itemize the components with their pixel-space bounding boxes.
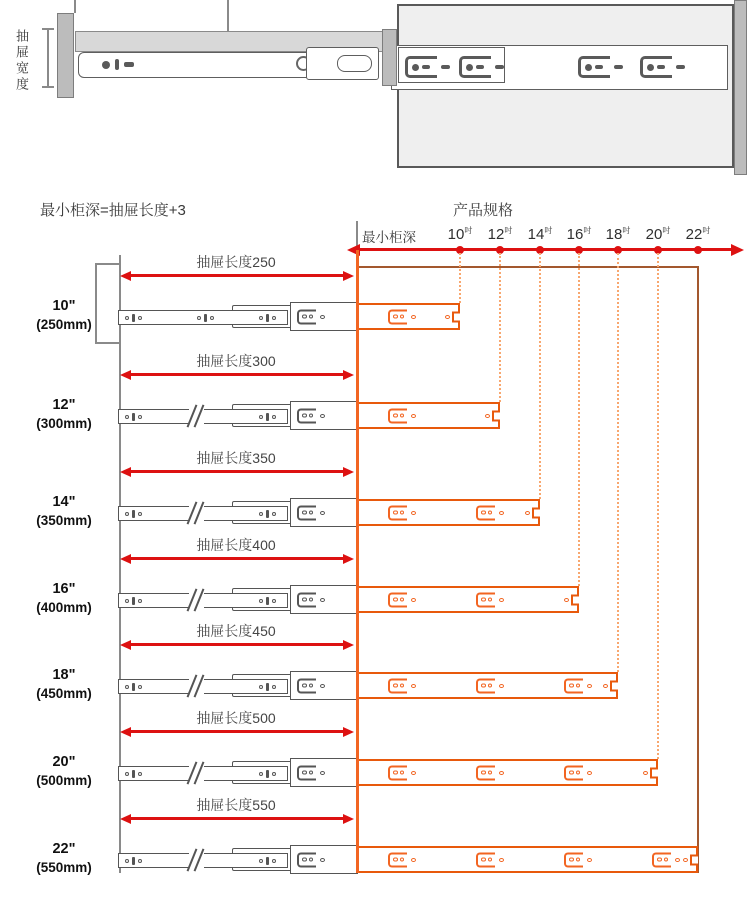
mount-hole-icon <box>676 65 685 69</box>
slide-outer-member-gray <box>290 302 358 331</box>
mount-bracket-icon <box>388 592 407 607</box>
row-size-inches: 22" <box>52 841 76 857</box>
end-hole-icon <box>525 511 530 515</box>
mount-bracket-icon <box>297 765 316 780</box>
rail-end-notch <box>492 410 500 421</box>
end-hole-icon <box>485 414 490 418</box>
cabinet-front-bar <box>382 29 397 86</box>
dim-arrowhead-left <box>120 640 131 650</box>
screw-holes-icon <box>125 683 142 691</box>
rail-end-notch <box>610 680 618 691</box>
dim-arrow-line <box>126 817 348 820</box>
dim-arrowhead-left <box>120 727 131 737</box>
dim-arrow-line <box>126 643 348 646</box>
mount-hole-icon <box>499 684 504 688</box>
end-hole-icon <box>603 684 608 688</box>
cabinet-back-bar <box>734 0 747 175</box>
mount-hole-icon <box>499 858 504 862</box>
mount-bracket-icon <box>564 678 583 693</box>
size-tick-label: $18^吋$ <box>605 226 631 243</box>
row-size-mm: (400mm) <box>36 599 92 615</box>
rivet-icon <box>115 59 119 70</box>
size-tick-label: $10^吋$ <box>447 226 473 243</box>
mount-bracket-icon <box>640 56 672 78</box>
rail-end-notch <box>650 767 658 778</box>
mount-hole-icon <box>411 315 416 319</box>
screw-holes-icon <box>259 597 276 605</box>
rail-end-notch <box>452 311 460 322</box>
mount-bracket-icon <box>459 56 491 78</box>
row-size-label <box>18 493 110 529</box>
release-lever <box>337 55 372 72</box>
mount-hole-icon <box>411 771 416 775</box>
mount-bracket-icon <box>388 765 407 780</box>
inch-unit-mark: 吋 <box>622 226 631 235</box>
mount-hole-icon <box>320 771 325 775</box>
size-tick-label: $22^吋$ <box>685 226 711 243</box>
row-size-inches: 14" <box>52 494 76 510</box>
spec-title: 产品规格 <box>453 202 514 219</box>
rail-end-notch <box>690 854 698 865</box>
slide-outer-member-orange <box>356 586 579 613</box>
mount-bracket-icon <box>476 852 495 867</box>
break-symbol <box>189 590 204 611</box>
break-symbol <box>189 406 204 427</box>
mount-bracket-icon <box>297 852 316 867</box>
mount-bracket-icon <box>476 592 495 607</box>
dim-arrow-line <box>126 274 348 277</box>
axis-dot <box>694 246 702 254</box>
dim-arrow-line <box>126 470 348 473</box>
size-drop-line <box>459 253 461 303</box>
screw-holes-icon <box>125 857 142 865</box>
end-hole-icon <box>564 598 569 602</box>
row-size-mm: (500mm) <box>36 772 92 788</box>
row-size-inches: 12" <box>52 397 76 413</box>
break-symbol <box>189 850 204 871</box>
mount-bracket-icon <box>297 505 316 520</box>
dim-arrowhead-right <box>343 554 354 564</box>
mount-bracket-icon <box>564 765 583 780</box>
mount-bracket-icon <box>297 592 316 607</box>
slide-outer-member-orange <box>356 846 698 873</box>
inch-unit-mark: 吋 <box>464 226 473 235</box>
screw-holes-icon <box>125 597 142 605</box>
break-symbol <box>189 763 204 784</box>
mount-bracket-icon <box>388 852 407 867</box>
row-size-inches: 20" <box>52 754 76 770</box>
size-drop-line <box>617 253 619 672</box>
mount-hole-icon <box>411 684 416 688</box>
size-tick-label: $20^吋$ <box>645 226 671 243</box>
dim-arrowhead-right <box>343 814 354 824</box>
dim-arrow-line <box>126 557 348 560</box>
size-axis-line <box>358 248 734 251</box>
mount-bracket-icon <box>476 505 495 520</box>
dim-arrowhead-left <box>120 467 131 477</box>
mount-hole-icon <box>411 598 416 602</box>
slide-outer-member-gray <box>290 585 358 614</box>
screw-holes-icon <box>125 510 142 518</box>
drawer-length-label: 抽屉长度450 <box>196 623 276 639</box>
row-size-label <box>18 580 110 616</box>
dim-arrowhead-left <box>120 370 131 380</box>
break-symbol <box>189 676 204 697</box>
width-dim-tick <box>42 86 54 88</box>
mount-bracket-icon <box>297 678 316 693</box>
drawer-width-label: 抽屉宽度 <box>14 29 29 93</box>
screw-holes-icon <box>259 314 276 322</box>
mount-bracket-icon <box>405 56 437 78</box>
width-dim-tick <box>42 28 54 30</box>
mount-bracket-icon <box>388 408 407 423</box>
mount-hole-icon <box>320 598 325 602</box>
slide-outer-member-orange <box>356 303 460 330</box>
end-hole-icon <box>643 771 648 775</box>
row-size-mm: (350mm) <box>36 512 92 528</box>
row-size-label <box>18 840 110 876</box>
drawer-length-label: 抽屉长度500 <box>196 710 276 726</box>
rail-end-notch <box>532 507 540 518</box>
mount-hole-icon <box>320 684 325 688</box>
slide-inner-member <box>118 853 288 868</box>
rivet-icon <box>102 61 110 69</box>
mount-hole-icon <box>320 511 325 515</box>
row-size-mm: (300mm) <box>36 415 92 431</box>
mount-bracket-icon <box>297 408 316 423</box>
slide-inner-member <box>118 409 288 424</box>
slide-inner-member <box>118 679 288 694</box>
slide-outer-member-gray <box>290 498 358 527</box>
mount-bracket-icon <box>564 852 583 867</box>
dim-arrowhead-right <box>343 271 354 281</box>
row-size-inches: 18" <box>52 667 76 683</box>
row-size-inches: 16" <box>52 581 76 597</box>
mount-hole-icon <box>675 858 680 862</box>
end-hole-icon <box>445 315 450 319</box>
mount-hole-icon <box>587 684 592 688</box>
screw-holes-icon <box>259 510 276 518</box>
spec-box-right-edge <box>697 266 699 873</box>
row-size-label <box>18 297 110 333</box>
mount-hole-icon <box>441 65 450 69</box>
screw-holes-icon <box>125 770 142 778</box>
mount-hole-icon <box>499 771 504 775</box>
mount-hole-icon <box>411 858 416 862</box>
screw-holes-icon <box>259 413 276 421</box>
row-size-inches: 10" <box>52 298 76 314</box>
slide-outer-member-orange <box>356 672 618 699</box>
mount-hole-icon <box>411 414 416 418</box>
screw-holes-icon <box>259 857 276 865</box>
drawer-length-label: 抽屉长度550 <box>196 797 276 813</box>
drawer-length-label: 抽屉长度400 <box>196 537 276 553</box>
size-drop-line <box>499 253 501 402</box>
width-dim-line <box>47 28 49 87</box>
screw-holes-icon <box>259 770 276 778</box>
drawer-length-label: 抽屉长度250 <box>196 254 276 270</box>
inch-unit-mark: 吋 <box>544 226 553 235</box>
inch-unit-mark: 吋 <box>662 226 671 235</box>
dim-arrowhead-right <box>343 727 354 737</box>
mount-bracket-icon <box>297 309 316 324</box>
slide-inner-member <box>118 593 288 608</box>
mount-bracket-icon <box>388 505 407 520</box>
size-tick-label: $14^吋$ <box>527 226 553 243</box>
drawer-front-bar <box>57 13 74 98</box>
mount-hole-icon <box>614 65 623 69</box>
axis-arrowhead-right <box>731 244 744 256</box>
screw-holes-icon <box>259 683 276 691</box>
mount-hole-icon <box>495 65 504 69</box>
rivet-icon <box>124 62 134 67</box>
slide-inner-member <box>118 766 288 781</box>
min-depth-reference-line <box>356 250 359 873</box>
slide-inner-member <box>118 506 288 521</box>
dim-arrowhead-right <box>343 467 354 477</box>
mount-bracket-icon <box>578 56 610 78</box>
dim-arrowhead-left <box>120 554 131 564</box>
screw-holes-icon <box>125 314 142 322</box>
cabinet-bracket-bottom <box>95 342 120 344</box>
break-symbol <box>189 503 204 524</box>
mount-hole-icon <box>411 511 416 515</box>
row-size-label <box>18 753 110 789</box>
size-tick-label: $16^吋$ <box>566 226 592 243</box>
spec-box-top-edge <box>358 266 699 268</box>
row-size-label <box>18 396 110 432</box>
mount-bracket-icon <box>476 678 495 693</box>
mount-bracket-icon <box>388 309 407 324</box>
axis-label: 最小柜深 <box>362 230 416 245</box>
dim-arrowhead-right <box>343 370 354 380</box>
rail-end-notch <box>571 594 579 605</box>
mount-hole-icon <box>320 414 325 418</box>
inch-unit-mark: 吋 <box>504 226 513 235</box>
mount-bracket-icon <box>652 852 671 867</box>
slide-inner-member <box>118 310 288 325</box>
slide-outer-member-gray <box>290 845 358 874</box>
inner-rail <box>78 52 310 78</box>
dim-arrow-line <box>126 730 348 733</box>
mount-bracket-icon <box>388 678 407 693</box>
formula-text: 最小柜深=抽屉长度+3 <box>40 202 186 219</box>
row-size-mm: (450mm) <box>36 685 92 701</box>
slide-outer-member-gray <box>290 671 358 700</box>
dim-arrowhead-left <box>120 814 131 824</box>
slide-outer-member-orange <box>356 759 658 786</box>
mount-hole-icon <box>587 858 592 862</box>
row-size-mm: (550mm) <box>36 859 92 875</box>
size-tick-label: $12^吋$ <box>487 226 513 243</box>
dim-arrowhead-right <box>343 640 354 650</box>
drawer-outline-line <box>74 0 76 13</box>
inch-unit-mark: 吋 <box>583 226 592 235</box>
drawer-length-label: 抽屉长度350 <box>196 450 276 466</box>
slide-outer-member-gray <box>290 401 358 430</box>
mount-hole-icon <box>499 511 504 515</box>
cabinet-bracket-top <box>95 263 120 265</box>
size-drop-line <box>578 253 580 586</box>
screw-holes-icon <box>125 413 142 421</box>
row-size-label <box>18 666 110 702</box>
slide-outer-member-orange <box>356 499 540 526</box>
mount-bracket-icon <box>476 765 495 780</box>
mount-hole-icon <box>320 858 325 862</box>
end-hole-icon <box>683 858 688 862</box>
row-size-mm: (250mm) <box>36 316 92 332</box>
drawer-length-label: 抽屉长度300 <box>196 353 276 369</box>
mount-hole-icon <box>320 315 325 319</box>
mount-hole-icon <box>587 771 592 775</box>
size-drop-line <box>657 253 659 759</box>
drawer-outline-line <box>227 0 229 31</box>
size-drop-line <box>539 253 541 499</box>
screw-holes-icon <box>197 314 214 322</box>
mount-hole-icon <box>499 598 504 602</box>
slide-outer-member-orange <box>356 402 500 429</box>
slide-outer-member-gray <box>290 758 358 787</box>
inch-unit-mark: 吋 <box>702 226 711 235</box>
dim-arrow-line <box>126 373 348 376</box>
dim-arrowhead-left <box>120 271 131 281</box>
